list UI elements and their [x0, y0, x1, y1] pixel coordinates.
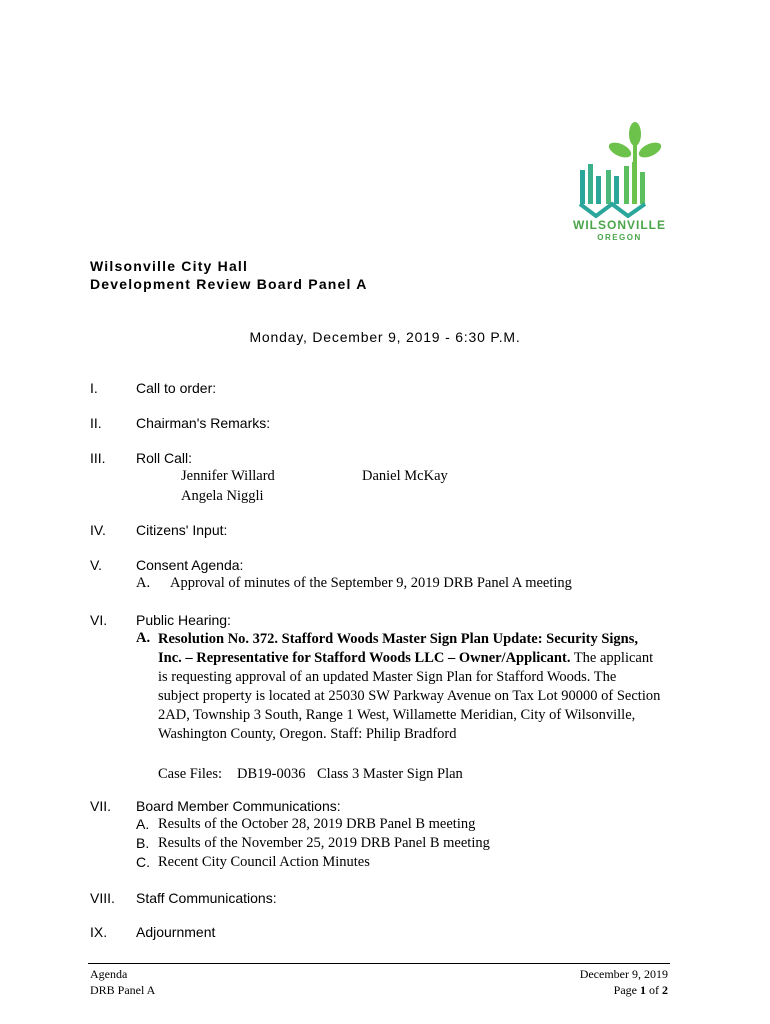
- board-item-letter: B.: [136, 835, 150, 851]
- call-to-order-heading: Call to order:: [136, 380, 217, 396]
- item-number: VII.: [90, 798, 112, 814]
- page-label: Page: [613, 983, 640, 997]
- roll-call-member: Jennifer Willard: [181, 468, 275, 484]
- page-of: of: [646, 983, 662, 997]
- roll-call-member: Angela Niggli: [181, 488, 264, 504]
- header-city-hall: Wilsonville City Hall: [90, 258, 249, 274]
- board-item-text: Recent City Council Action Minutes: [158, 854, 370, 870]
- item-number: IX.: [90, 924, 108, 940]
- board-item-letter: C.: [136, 854, 150, 870]
- hearing-line-2: [158, 649, 678, 668]
- consent-item-text: Approval of minutes of the September 9, 2019 DRB Panel A meeting: [170, 575, 572, 591]
- hearing-line-5: 2AD, Township 3 South, Range 1 West, Willamette Meridian, City of Wilsonville,: [158, 707, 636, 723]
- roll-call-member: Daniel McKay: [362, 468, 448, 484]
- case-files-label: Case Files:: [158, 766, 223, 782]
- board-item-text: Results of the November 25, 2019 DRB Panel B meeting: [158, 835, 490, 851]
- item-number: I.: [90, 380, 98, 396]
- citizens-input-heading: Citizens' Input:: [136, 522, 228, 538]
- public-hearing-heading: Public Hearing:: [136, 612, 231, 628]
- adjournment-heading: Adjournment: [136, 924, 216, 940]
- hearing-bold-line-1: Resolution No. 372. Stafford Woods Master Sign Plan Update: Security Signs,: [158, 631, 639, 647]
- item-number: II.: [90, 415, 102, 431]
- item-number: III.: [90, 450, 106, 466]
- header-board: Development Review Board Panel A: [90, 276, 368, 292]
- footer-page-number: [614, 983, 668, 998]
- hearing-bold-line-2: Inc. – Representative for Stafford Woods LLC – Owner/Applicant.: [158, 650, 571, 666]
- hearing-line-3: is requesting approval of an updated Master Sign Plan for Stafford Woods. The: [158, 669, 617, 685]
- consent-agenda-heading: Consent Agenda:: [136, 557, 244, 573]
- meeting-date: Monday, December 9, 2019 - 6:30 P.M.: [249, 329, 521, 345]
- item-number: IV.: [90, 522, 106, 538]
- board-item-letter: A.: [136, 816, 150, 832]
- staff-communications-heading: Staff Communications:: [136, 890, 277, 906]
- board-communications-heading: Board Member Communications:: [136, 798, 341, 814]
- footer-date: December 9, 2019: [579, 967, 668, 981]
- hearing-item-letter: A.: [136, 630, 151, 646]
- hearing-plain-line-2: The applicant: [570, 650, 654, 666]
- footer-agenda-label: Agenda: [90, 967, 128, 981]
- case-description: Class 3 Master Sign Plan: [317, 766, 463, 782]
- logo-name: WILSONVILLE: [573, 218, 666, 232]
- case-number: DB19-0036: [237, 766, 306, 782]
- item-number: VIII.: [90, 890, 115, 906]
- logo-subname: OREGON: [597, 233, 642, 242]
- hearing-item-text: [158, 630, 678, 744]
- hearing-line-4: subject property is located at 25030 SW Parkway Avenue on Tax Lot 90000 of Section: [158, 688, 661, 704]
- page-total: 2: [662, 983, 668, 997]
- item-number: VI.: [90, 612, 108, 628]
- chairmans-remarks-heading: Chairman's Remarks:: [136, 415, 271, 431]
- item-number: V.: [90, 557, 102, 573]
- wilsonville-logo: [572, 118, 667, 258]
- roll-call-heading: Roll Call:: [136, 450, 193, 466]
- wilsonville-logo-mark: [572, 118, 667, 218]
- board-item-text: Results of the October 28, 2019 DRB Panel B meeting: [158, 816, 476, 832]
- footer-panel-label: DRB Panel A: [90, 983, 156, 997]
- hearing-line-6: Washington County, Oregon. Staff: Philip Bradford: [158, 726, 457, 742]
- page-current: 1: [640, 983, 646, 997]
- footer-rule: [88, 963, 670, 964]
- consent-item-letter: A.: [136, 575, 151, 591]
